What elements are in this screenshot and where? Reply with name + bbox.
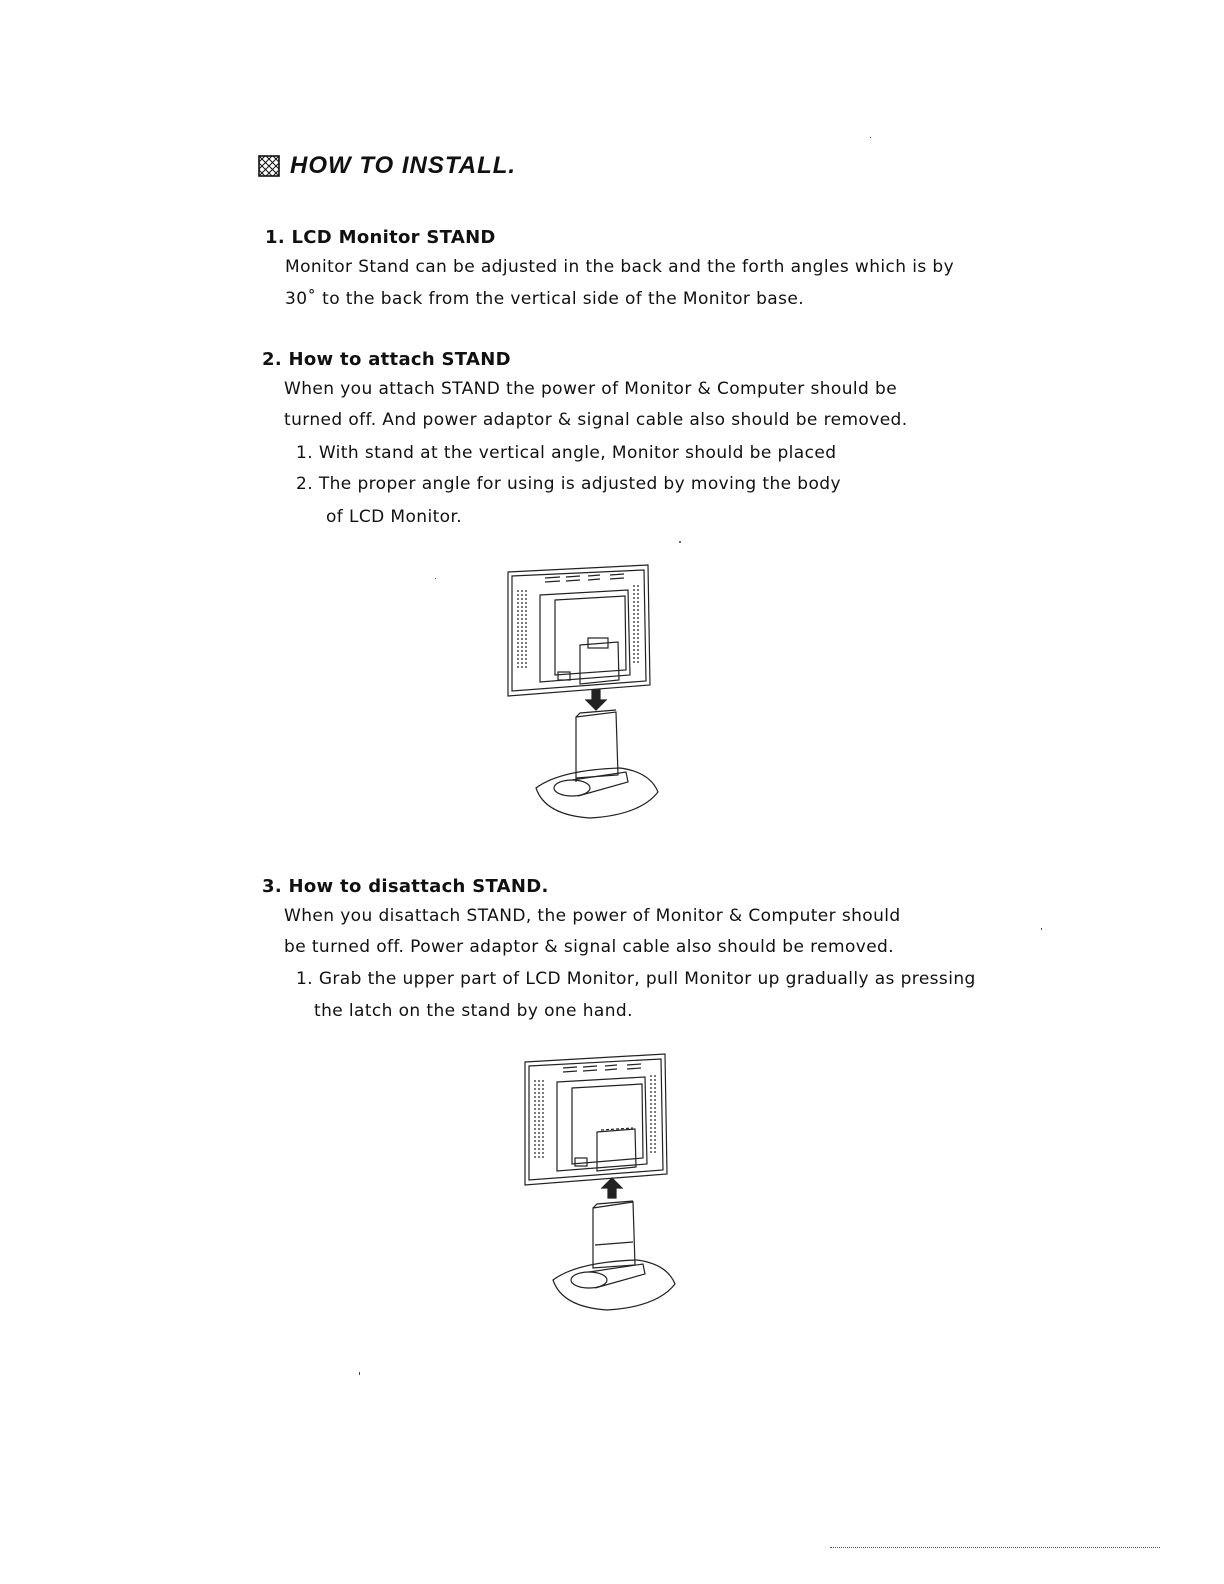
page-title xyxy=(258,152,516,180)
detach-stand-illustration xyxy=(515,1050,690,1315)
scan-speck xyxy=(679,541,681,543)
section-3-heading: 3. How to disattach STAND. xyxy=(262,876,549,897)
attach-stand-illustration xyxy=(500,560,670,820)
section-3-step-1: 1. Grab the upper part of LCD Monitor, pull Monitor up gradually as pressing xyxy=(296,969,976,989)
section-2-line-2: turned off. And power adaptor & signal cable also should be removed. xyxy=(284,410,908,430)
section-2-step-2: 2. The proper angle for using is adjusted by moving the body xyxy=(296,474,841,494)
section-3-line-2: be turned off. Power adaptor & signal cable also should be removed. xyxy=(284,937,895,957)
section-3-line-1: When you disattach STAND, the power of Monitor & Computer should xyxy=(284,906,901,926)
section-2-step-2-cont: of LCD Monitor. xyxy=(326,507,463,527)
crosshatch-box-icon xyxy=(258,155,280,177)
section-1-line-1: Monitor Stand can be adjusted in the back and the forth angles which is by xyxy=(285,257,955,277)
down-arrow-icon xyxy=(586,690,606,710)
scan-edge-line xyxy=(830,1547,1160,1548)
scan-speck xyxy=(359,1372,360,1375)
up-arrow-icon xyxy=(602,1178,622,1198)
section-1-line-2: 30˚ to the back from the vertical side of the Monitor base. xyxy=(285,289,805,309)
title-text: HOW TO INSTALL. xyxy=(290,152,517,179)
scan-speck xyxy=(435,578,436,579)
scan-speck xyxy=(1041,928,1042,930)
section-2-heading: 2. How to attach STAND xyxy=(262,349,511,370)
section-3-step-1-cont: the latch on the stand by one hand. xyxy=(314,1001,633,1021)
section-2-step-1: 1. With stand at the vertical angle, Monitor should be placed xyxy=(296,443,837,463)
section-2-line-1: When you attach STAND the power of Monitor & Computer should be xyxy=(284,379,898,399)
scan-speck xyxy=(870,137,871,138)
section-1-heading: 1. LCD Monitor STAND xyxy=(265,227,496,248)
